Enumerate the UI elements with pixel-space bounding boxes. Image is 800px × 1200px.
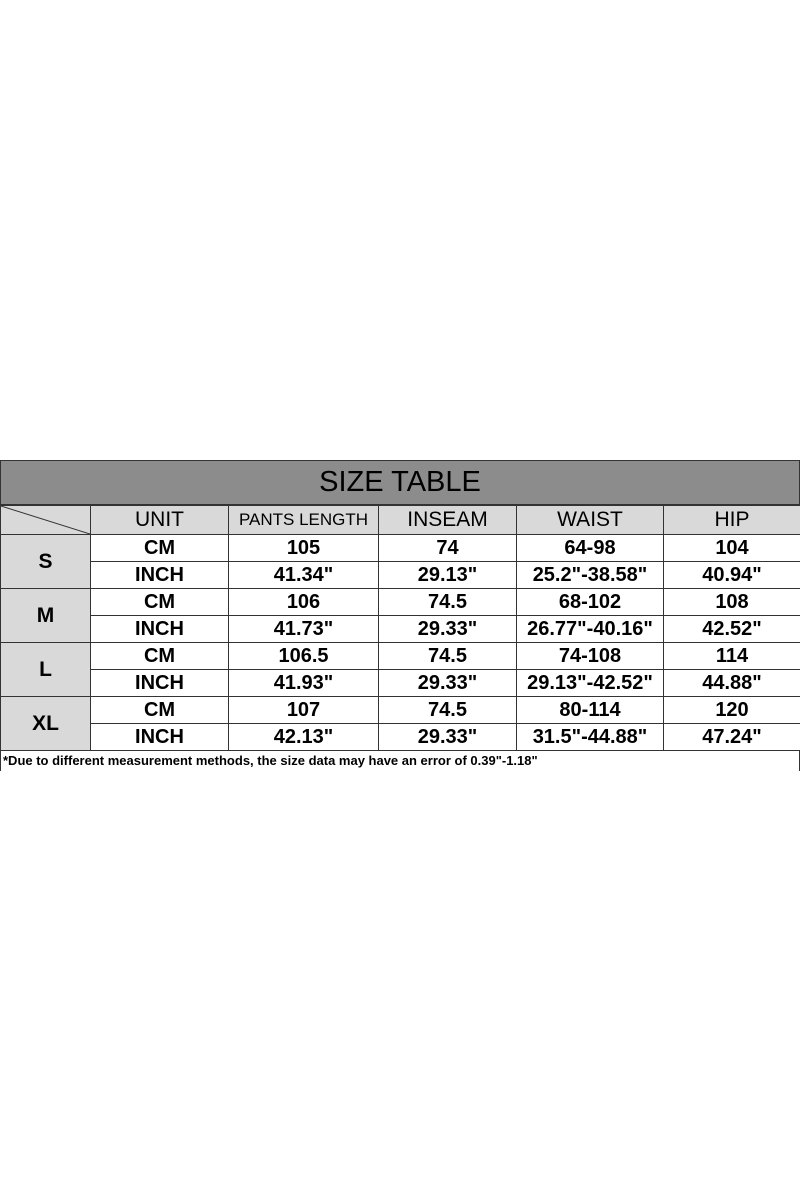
unit-cell: INCH: [91, 616, 229, 643]
size-label: M: [1, 589, 91, 643]
unit-cell: CM: [91, 697, 229, 724]
table-row: [1, 697, 800, 724]
value-cell: 108: [664, 589, 800, 616]
value-cell: 74-108: [517, 643, 664, 670]
value-cell: 25.2"-38.58": [517, 562, 664, 589]
size-label: XL: [1, 697, 91, 751]
table-row: [1, 724, 800, 751]
table-row: [1, 643, 800, 670]
unit-cell: INCH: [91, 670, 229, 697]
size-table: [0, 505, 800, 751]
size-label: L: [1, 643, 91, 697]
value-cell: 74.5: [379, 697, 517, 724]
value-cell: 29.13"-42.52": [517, 670, 664, 697]
table-row: [1, 670, 800, 697]
value-cell: 114: [664, 643, 800, 670]
value-cell: 26.77"-40.16": [517, 616, 664, 643]
table-row: [1, 562, 800, 589]
value-cell: 29.33": [379, 724, 517, 751]
header-inseam: INSEAM: [379, 506, 517, 535]
measurement-footnote: *Due to different measurement methods, the size data may have an error of 0.39"-1.18": [0, 751, 800, 771]
header-waist: WAIST: [517, 506, 664, 535]
size-chart: [0, 460, 800, 771]
header-unit: UNIT: [91, 506, 229, 535]
unit-cell: INCH: [91, 724, 229, 751]
value-cell: 44.88": [664, 670, 800, 697]
value-cell: 106.5: [229, 643, 379, 670]
size-table-title: SIZE TABLE: [0, 460, 800, 505]
unit-cell: CM: [91, 643, 229, 670]
value-cell: 41.73": [229, 616, 379, 643]
value-cell: 29.33": [379, 670, 517, 697]
header-pants-length: PANTS LENGTH: [229, 506, 379, 535]
value-cell: 104: [664, 535, 800, 562]
value-cell: 41.93": [229, 670, 379, 697]
value-cell: 74.5: [379, 643, 517, 670]
value-cell: 107: [229, 697, 379, 724]
corner-cell: [1, 506, 91, 535]
value-cell: 41.34": [229, 562, 379, 589]
table-row: [1, 616, 800, 643]
value-cell: 74.5: [379, 589, 517, 616]
value-cell: 42.52": [664, 616, 800, 643]
table-row: [1, 535, 800, 562]
value-cell: 68-102: [517, 589, 664, 616]
value-cell: 42.13": [229, 724, 379, 751]
value-cell: 105: [229, 535, 379, 562]
value-cell: 31.5"-44.88": [517, 724, 664, 751]
value-cell: 29.13": [379, 562, 517, 589]
table-row: [1, 589, 800, 616]
value-cell: 40.94": [664, 562, 800, 589]
value-cell: 106: [229, 589, 379, 616]
size-label: S: [1, 535, 91, 589]
unit-cell: CM: [91, 589, 229, 616]
unit-cell: CM: [91, 535, 229, 562]
value-cell: 64-98: [517, 535, 664, 562]
unit-cell: INCH: [91, 562, 229, 589]
value-cell: 120: [664, 697, 800, 724]
value-cell: 80-114: [517, 697, 664, 724]
header-hip: HIP: [664, 506, 800, 535]
value-cell: 29.33": [379, 616, 517, 643]
diagonal-divider: [1, 506, 90, 534]
value-cell: 47.24": [664, 724, 800, 751]
value-cell: 74: [379, 535, 517, 562]
header-row: [1, 506, 800, 535]
